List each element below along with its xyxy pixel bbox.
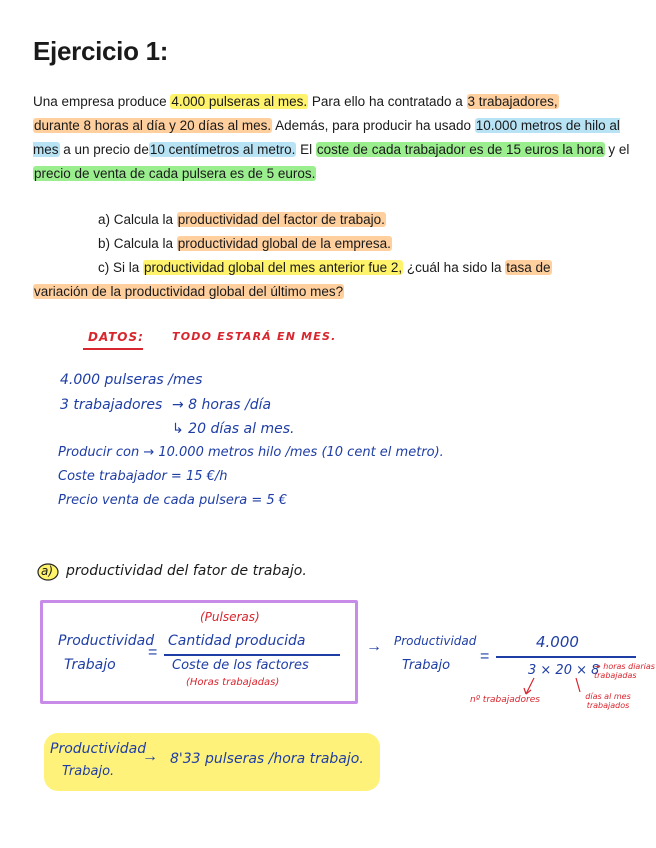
question-c: [98, 256, 552, 280]
note-line-3: Producir con → 10.000 metros hilo /mes (10 cent el metro).: [58, 445, 444, 460]
result-arrow: →: [142, 748, 158, 765]
question-highlight: productividad global del mes anterior fue 2,: [144, 260, 403, 275]
highlight-production: 4.000 pulseras al mes.: [171, 94, 308, 109]
note-num-trabajadores: nº trabajadores: [470, 695, 540, 705]
result-value: 8'33 pulseras /hora trabajo.: [170, 751, 364, 767]
formula-denominator: Coste de los factores: [172, 658, 309, 673]
question-text: a) Calcula la: [98, 212, 177, 227]
note-line-2-arrow-1: → 8 horas /día: [172, 397, 272, 413]
annotation-arrows: [500, 676, 590, 700]
question-highlight: variación de la productividad global del último mes?: [34, 284, 344, 299]
result-lhs-bottom: Trabajo.: [62, 764, 115, 779]
formula-rhs-bottom: Trabajo: [402, 658, 451, 673]
section-a-heading: productividad del fator de trabajo.: [66, 563, 307, 579]
page-title: Ejercicio 1:: [33, 36, 169, 66]
question-text: c) Si la: [98, 260, 144, 275]
formula-rhs-numerator: 4.000: [536, 633, 579, 651]
statement-text: Una empresa produce: [33, 94, 171, 109]
statement-text: Para ello ha contratado a: [308, 94, 467, 109]
statement-text: El: [296, 142, 316, 157]
highlight-worker-cost: coste de cada trabajador es de 15 euros la hora: [316, 142, 604, 157]
formula-rhs-equals: =: [480, 648, 490, 665]
question-c-cont: [33, 280, 344, 304]
horas-note: (Horas trabajadas): [186, 677, 280, 688]
formula-lhs-top: Productividad: [58, 633, 155, 649]
statement-text: Además, para producir ha usado: [272, 118, 475, 133]
datos-underline: [83, 348, 143, 350]
question-a: [98, 208, 386, 232]
rhs-fraction-bar: [496, 656, 636, 658]
question-highlight: tasa de: [506, 260, 551, 275]
pulseras-note: (Pulseras): [200, 610, 260, 624]
datos-heading: DATOS:: [88, 330, 144, 344]
formula-arrow: →: [366, 638, 382, 655]
note-dias-mes: días al mes trabajados: [585, 692, 631, 710]
note-horas-diarias: → horas diarias trabajadas: [594, 662, 655, 680]
question-text: ¿cuál ha sido la: [403, 260, 506, 275]
note-line-2: 3 trabajadores: [60, 397, 163, 413]
note-line-5: Precio venta de cada pulsera = 5 €: [58, 493, 288, 508]
formula-box: [40, 600, 358, 704]
problem-statement: [33, 90, 633, 186]
highlight-thread: 10.000 metros de hilo al mes: [33, 118, 620, 157]
question-highlight: productividad global de la empresa.: [177, 236, 391, 251]
question-highlight: productividad del factor de trabajo.: [177, 212, 385, 227]
section-a-marker: a): [41, 564, 54, 578]
question-text: b) Calcula la: [98, 236, 177, 251]
todo-mes-note: TODO ESTARÁ EN MES.: [172, 330, 337, 343]
formula-rhs-top: Productividad: [394, 634, 477, 648]
note-line-4: Coste trabajador = 15 €/h: [58, 469, 228, 484]
highlight-workers: 3 trabajadores,: [467, 94, 558, 109]
statement-text: a un precio de: [59, 142, 149, 157]
formula-numerator: Cantidad producida: [168, 633, 306, 649]
formula-rhs-denominator: 3 × 20 × 8: [528, 663, 600, 678]
highlight-sale-price: precio de venta de cada pulsera es de 5 euros.: [34, 166, 316, 181]
statement-text: y el: [604, 142, 630, 157]
note-line-1: 4.000 pulseras /mes: [60, 372, 203, 388]
highlight-price: 10 centímetros al metro.: [149, 142, 296, 157]
fraction-bar: [164, 654, 340, 656]
result-lhs-top: Productividad: [50, 741, 147, 757]
question-b: [98, 232, 392, 256]
formula-equals: =: [148, 644, 158, 661]
note-line-2-arrow-2: ↳ 20 días al mes.: [172, 421, 295, 437]
formula-lhs-bottom: Trabajo: [64, 657, 116, 673]
highlight-hours: durante 8 horas al día y 20 días al mes.: [34, 118, 272, 133]
